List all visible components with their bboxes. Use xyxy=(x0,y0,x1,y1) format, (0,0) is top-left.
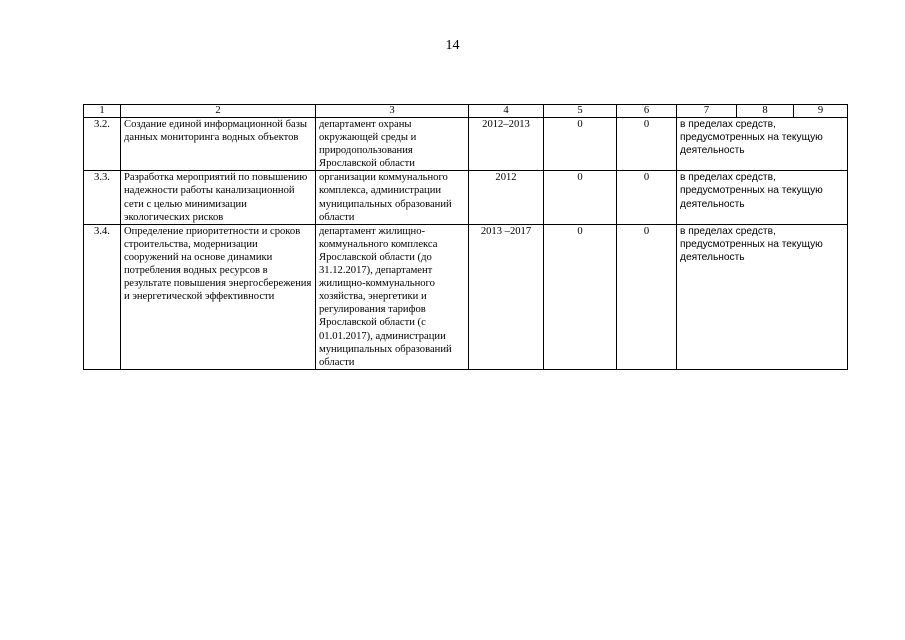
header-col-3: 3 xyxy=(316,105,469,118)
program-measures-table xyxy=(83,104,848,370)
executor: департамент охраны окружающей среды и природопользования Ярославской области xyxy=(316,118,469,171)
header-col-2: 2 xyxy=(121,105,316,118)
funding-note: в пределах средств, предусмотренных на текущую деятельность xyxy=(677,224,848,369)
value-col-5: 0 xyxy=(544,224,617,369)
table-row xyxy=(84,118,848,171)
value-col-6: 0 xyxy=(617,118,677,171)
executor: департамент жилищно-коммунального комплекса Ярославской области (до 31.12.2017), департамент жилищно-коммунального хозяйства, энергетики и регулирования тарифов Ярославской области (с 01.01.2017), администрации муниципальных образований области xyxy=(316,224,469,369)
funding-note: в пределах средств, предусмотренных на текущую деятельность xyxy=(677,171,848,224)
header-col-8: 8 xyxy=(737,105,794,118)
period: 2012 xyxy=(469,171,544,224)
header-col-9: 9 xyxy=(794,105,848,118)
header-col-4: 4 xyxy=(469,105,544,118)
measure-name: Определение приоритетности и сроков строительства, модернизации сооружений на основе динамики потребления водных ресурсов в результате повышения энергосбережения и энергетической эффективности xyxy=(121,224,316,369)
measure-name: Создание единой информационной базы данных мониторинга водных объектов xyxy=(121,118,316,171)
value-col-6: 0 xyxy=(617,224,677,369)
measure-name: Разработка мероприятий по повышению надежности работы канализационной сети с целью минимизации экологических рисков xyxy=(121,171,316,224)
row-number: 3.2. xyxy=(84,118,121,171)
page-number: 14 xyxy=(445,38,460,53)
value-col-5: 0 xyxy=(544,118,617,171)
header-col-1: 1 xyxy=(84,105,121,118)
table-row xyxy=(84,171,848,224)
header-col-6: 6 xyxy=(617,105,677,118)
value-col-6: 0 xyxy=(617,171,677,224)
table-row xyxy=(84,224,848,369)
period: 2012–2013 xyxy=(469,118,544,171)
row-number: 3.3. xyxy=(84,171,121,224)
period: 2013 –2017 xyxy=(469,224,544,369)
funding-note: в пределах средств, предусмотренных на текущую деятельность xyxy=(677,118,848,171)
header-col-5: 5 xyxy=(544,105,617,118)
header-row xyxy=(84,105,848,118)
executor: организации коммунального комплекса, администрации муниципальных образований области xyxy=(316,171,469,224)
row-number: 3.4. xyxy=(84,224,121,369)
header-col-7: 7 xyxy=(677,105,737,118)
value-col-5: 0 xyxy=(544,171,617,224)
